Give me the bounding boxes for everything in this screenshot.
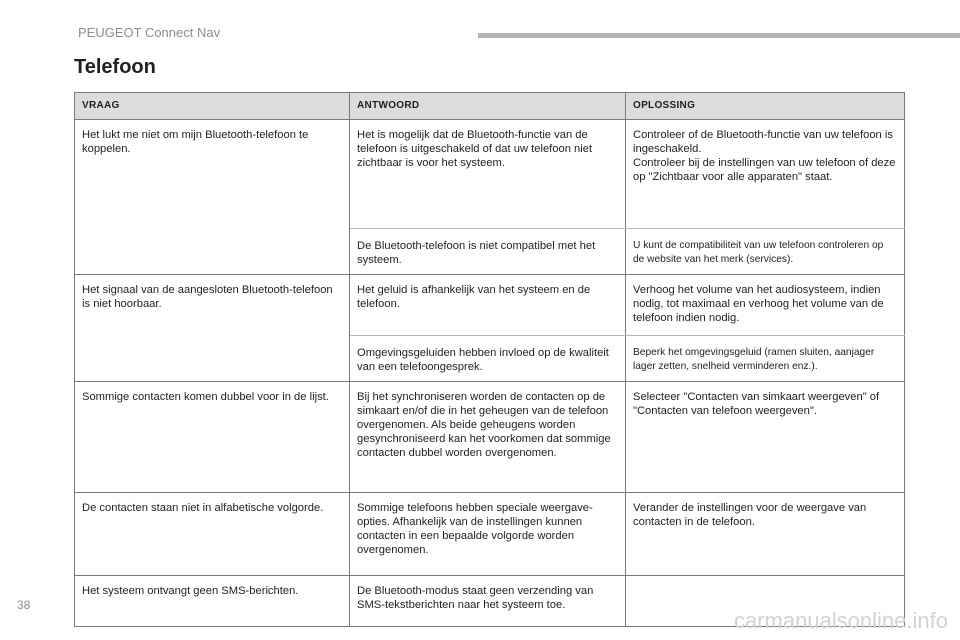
question-cell: Het systeem ontvangt geen SMS-berichten. [75,576,350,627]
question-cell: Sommige contacten komen dubbel voor in de lijst. [75,382,350,493]
solution-line: Selecteer "Contacten van simkaart weergeven" of "Contacten van telefoon weergeven". [633,391,880,417]
header-brand: PEUGEOT Connect Nav [78,25,221,40]
solution-cell [626,229,905,275]
answer-cell: De Bluetooth-telefoon is niet compatibel met het systeem. [350,229,626,275]
answer-cell: Het is mogelijk dat de Bluetooth-functie van de telefoon is uitgeschakeld of dat uw telefoon niet zichtbaar is voor het systeem. [350,120,626,229]
solution-line: Verander de instellingen voor de weergave van contacten in de telefoon. [633,502,867,528]
solution-cell [626,493,905,576]
solution-cell [626,275,905,336]
answer-cell: Bij het synchroniseren worden de contacten op de simkaart en/of die in het geheugen van de telefoon overgenomen. Als beide geheugens worden gesynchroniseerd kan het voorkomen dat sommige contacten dubbel worden overgenomen. [350,382,626,493]
solution-line: Controleer of de Bluetooth-functie van uw telefoon is ingeschakeld. [633,129,893,155]
question-cell: Het lukt me niet om mijn Bluetooth-telefoon te koppelen. [75,120,350,229]
watermark: carmanualsonline.info [733,608,948,633]
column-header-question: VRAAG [75,93,350,120]
solution-line: Verhoog het volume van het audiosysteem, indien nodig, tot maximaal en verhoog het volume van de telefoon indien nodig. [633,284,884,324]
table-row [75,275,905,336]
page-title: Telefoon [74,56,156,78]
question-cell: De contacten staan niet in alfabetische volgorde. [75,493,350,576]
page-number: 38 [17,598,31,612]
faq-table [74,92,905,627]
answer-cell: Omgevingsgeluiden hebben invloed op de kwaliteit van een telefoongesprek. [350,336,626,382]
table-header-row [75,93,905,120]
table-row [75,336,905,382]
table-row [75,120,905,229]
table-row [75,229,905,275]
solution-line: U kunt de compatibiliteit van uw telefoon controleren op de website van het merk (services). [633,240,884,265]
question-cell-continued [75,336,350,382]
header-divider-bar [478,33,960,38]
solution-cell [626,120,905,229]
table-row [75,382,905,493]
answer-cell: De Bluetooth-modus staat geen verzending van SMS-tekstberichten naar het systeem toe. [350,576,626,627]
solution-cell [626,336,905,382]
answer-cell: Het geluid is afhankelijk van het systeem en de telefoon. [350,275,626,336]
solution-line: Controleer bij de instellingen van uw telefoon of deze op "Zichtbaar voor alle apparaten" staat. [633,157,896,183]
question-cell-continued [75,229,350,275]
column-header-answer: ANTWOORD [350,93,626,120]
solution-line: Beperk het omgevingsgeluid (ramen sluiten, aanjager lager zetten, snelheid verminderen enz.). [633,347,875,372]
table-row [75,493,905,576]
solution-cell [626,382,905,493]
column-header-solution: OPLOSSING [626,93,905,120]
answer-cell: Sommige telefoons hebben speciale weergave-opties. Afhankelijk van de instellingen kunnen contacten in een bepaalde volgorde worden overgenomen. [350,493,626,576]
question-cell: Het signaal van de aangesloten Bluetooth-telefoon is niet hoorbaar. [75,275,350,336]
